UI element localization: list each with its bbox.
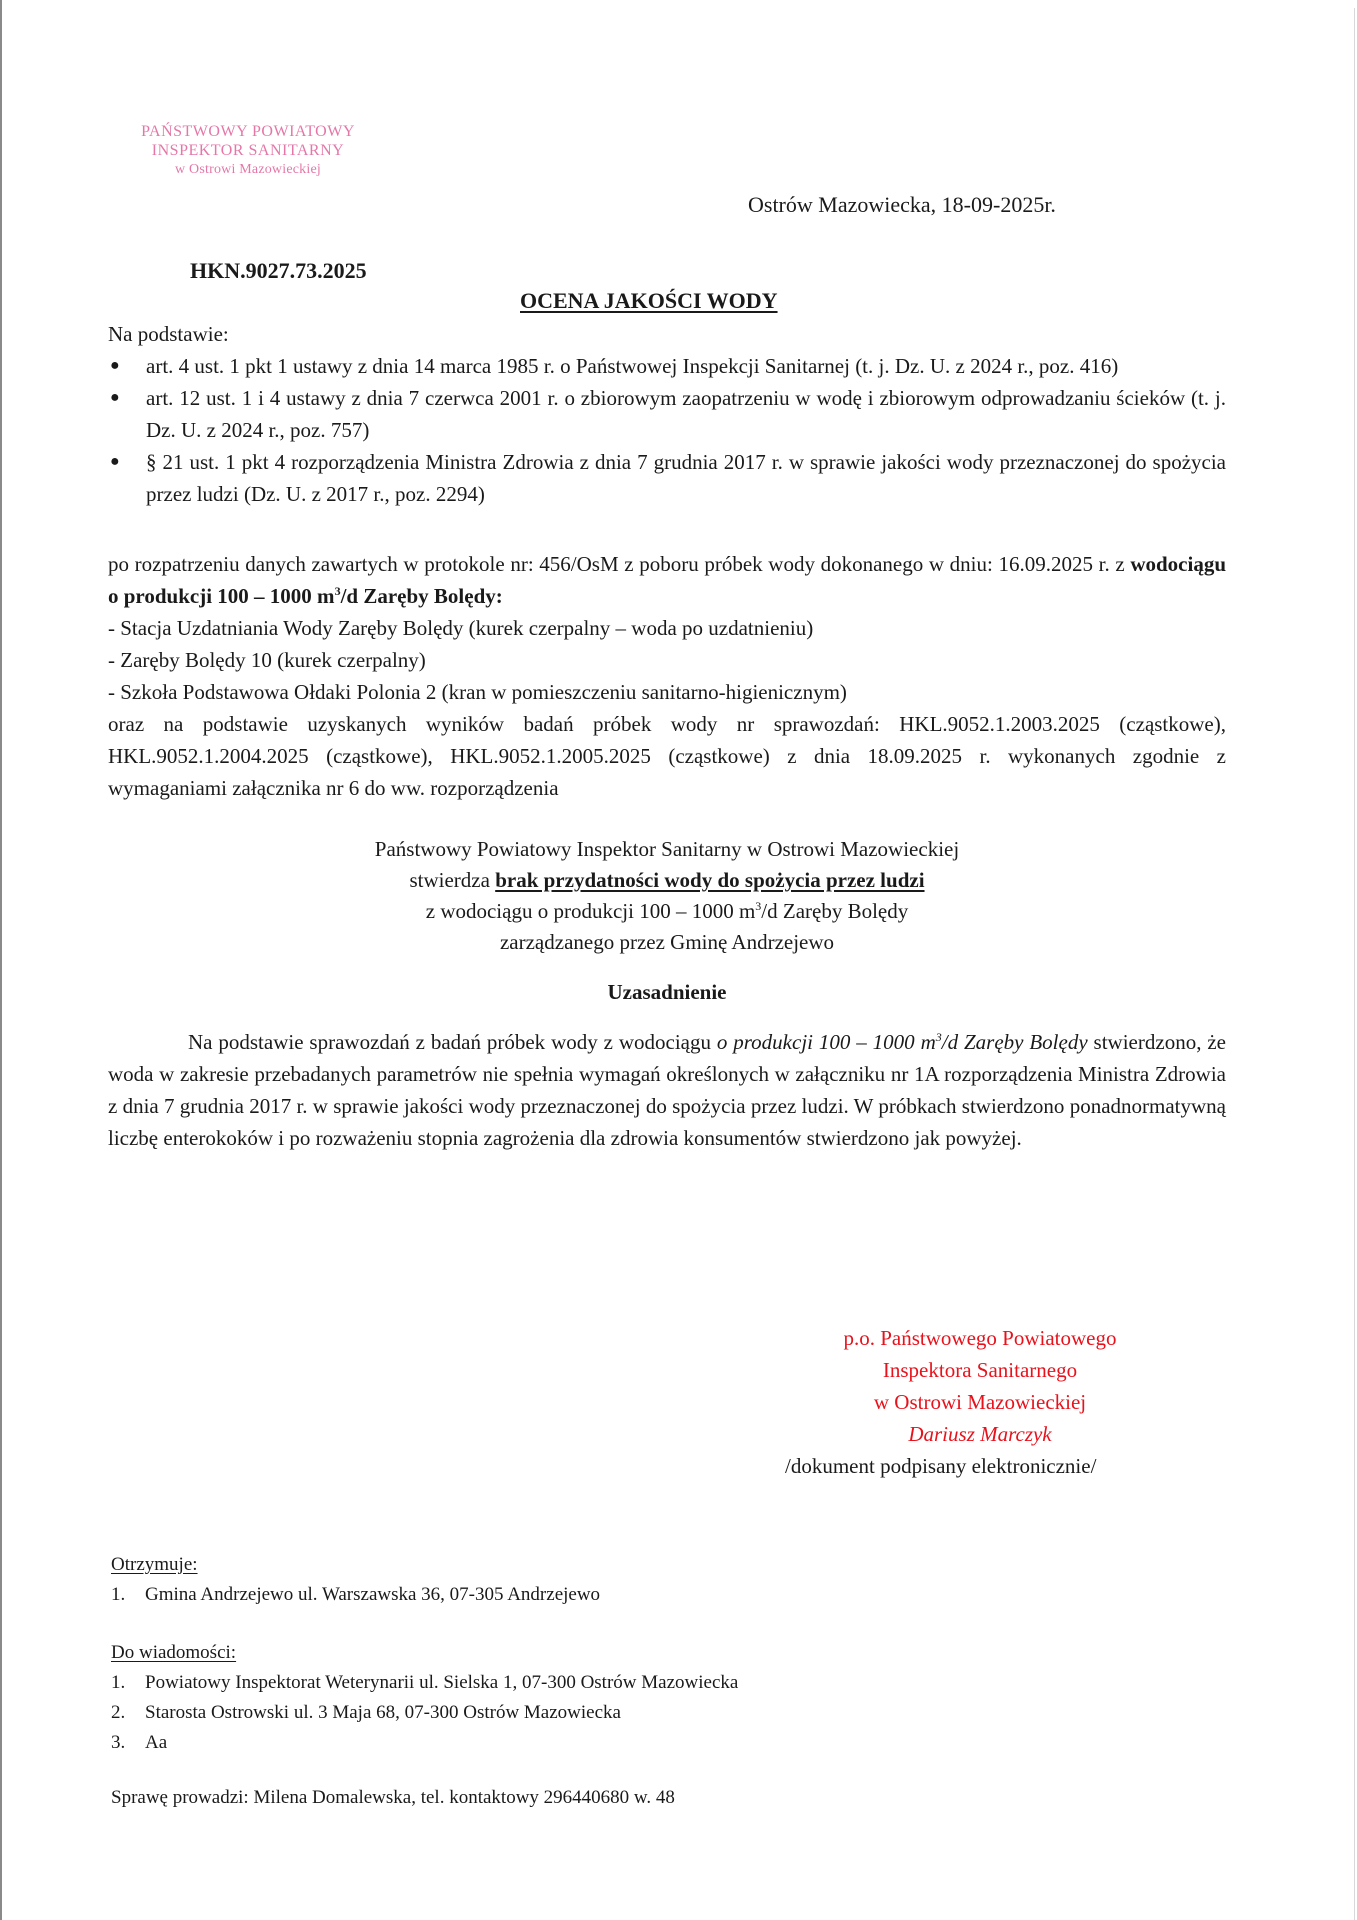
- signatory-title-3: w Ostrowi Mazowieckiej: [873, 1390, 1087, 1414]
- decision-block: [108, 834, 1226, 958]
- signatory-name: Dariusz Marczyk: [908, 1422, 1052, 1446]
- sampling-point: - Stacja Uzdatniania Wody Zaręby Bolędy (kurek czerpalny – woda po uzdatnieniu): [108, 616, 814, 640]
- cc-heading: Do wiadomości:: [111, 1642, 237, 1663]
- distribution-list: [111, 1550, 1111, 1758]
- scan-edge-right: [1354, 8, 1355, 1920]
- stamp-line-3: w Ostrowi Mazowieckiej: [175, 162, 321, 177]
- place-and-date: Ostrów Mazowiecka, 18-09-2025r.: [748, 192, 1056, 217]
- legal-basis-item: ● art. 12 ust. 1 i 4 ustawy z dnia 7 czerwca 2001 r. o zbiorowym zaopatrzeniu w wodę i zbiorowym odprowadzaniu ścieków (t. j. Dz. U. z 2024 r., poz. 757): [108, 382, 1226, 446]
- stamp-line-2: INSPEKTOR SANITARNY: [151, 142, 345, 159]
- recipient-item: 1. Gmina Andrzejewo ul. Warszawska 36, 07-305 Andrzejewo: [111, 1584, 601, 1605]
- bullet-icon: ●: [110, 453, 120, 470]
- signature-block: [780, 1322, 1180, 1482]
- document-title: OCENA JAKOŚCI WODY: [520, 288, 778, 313]
- legal-basis-item: ● § 21 ust. 1 pkt 4 rozporządzenia Ministra Zdrowia z dnia 7 grudnia 2017 r. w sprawie jakości wody przeznaczonej do spożycia przez ludzi (Dz. U. z 2017 r., poz. 2294): [108, 446, 1226, 510]
- basis-intro: Na podstawie:: [108, 322, 229, 346]
- bullet-icon: ●: [110, 389, 120, 406]
- decision-operator: zarządzanego przez Gminę Andrzejewo: [499, 930, 835, 954]
- decision-verdict: brak przydatności wody do spożycia przez ludzi: [495, 868, 925, 892]
- stamp-line-1: PAŃSTWOWY POWIATOWY: [141, 123, 355, 140]
- decision-authority: Państwowy Powiatowy Inspektor Sanitarny w Ostrowi Mazowieckiej: [374, 837, 960, 861]
- legal-basis-list: [108, 350, 1226, 510]
- findings-paragraph: po rozpatrzeniu danych zawartych w protokole nr: 456/OsM z poboru próbek wody dokonanego w dniu: 16.09.2025 r. z wodociągu o produkcji 100 – 1000 $m^3/d$ Zaręby Bolędy:: [108, 552, 1226, 608]
- water-supply-name: wodociągu o produkcji 100 – 1000 $m^3/d$ Zaręby Bolędy:: [108, 552, 1226, 608]
- justification-paragraph: Na podstawie sprawozdań z badań próbek wody z wodociągu o produkcji 100 – 1000 $m^3/d$ Zaręby Bolędy stwierdzono, że woda w zakresie przebadanych parametrów nie spełnia wymagań określonych w załączniku nr 1A rozporządzenia Ministra Zdrowia z dnia 7 grudnia 2017 r. w sprawie jakości wody przeznaczonej do spożycia przez ludzi. W próbkach stwierdzono ponadnormatywną liczbę enterokoków i po rozważeniu stopnia zagrożenia dla zdrowia konsumentów stwierdzono jak powyżej.: [108, 1030, 1226, 1150]
- bullet-icon: ●: [110, 357, 120, 374]
- cc-item: 1. Powiatowy Inspektorat Weterynarii ul. Sielska 1, 07-300 Ostrów Mazowiecka: [111, 1672, 739, 1693]
- sampling-point: - Szkoła Podstawowa Ołdaki Polonia 2 (kran w pomieszczeniu sanitarno-higienicznym): [108, 680, 847, 704]
- sampling-point: - Zaręby Bolędy 10 (kurek czerpalny): [108, 648, 426, 672]
- cc-item: 2. Starosta Ostrowski ul. 3 Maja 68, 07-300 Ostrów Mazowiecka: [111, 1702, 621, 1723]
- justification-heading: Uzasadnienie: [607, 980, 727, 1004]
- institution-stamp: [118, 122, 378, 179]
- case-handler: Sprawę prowadzi: Milena Domalewska, tel. kontaktowy 296440680 w. 48: [111, 1787, 675, 1808]
- cc-item: 3. Aa: [111, 1732, 168, 1753]
- reports-paragraph: oraz na podstawie uzyskanych wyników badań próbek wody nr sprawozdań: HKL.9052.1.2003.2025 (cząstkowe), HKL.9052.1.2004.2025 (cząstkowe), HKL.9052.1.2005.2025 (cząstkowe) z dnia 18.09.2025 r. wykonanych zgodnie z wymaganiami załącznika nr 6 do ww. rozporządzenia: [108, 712, 1226, 800]
- legal-basis-item: ● art. 4 ust. 1 pkt 1 ustawy z dnia 14 marca 1985 r. o Państwowej Inspekcji Sanitarnej (t. j. Dz. U. z 2024 r., poz. 416): [108, 350, 1226, 382]
- recipients-list: [111, 1580, 1111, 1610]
- document-body: [108, 318, 1226, 1154]
- signatory-title-1: p.o. Państwowego Powiatowego: [843, 1326, 1117, 1350]
- signatory-title-2: Inspektora Sanitarnego: [882, 1358, 1078, 1382]
- reference-number: HKN.9027.73.2025: [190, 258, 367, 283]
- recipients-heading: Otrzymuje:: [111, 1554, 198, 1575]
- decision-statement: stwierdza brak przydatności wody do spożycia przez ludzi: [409, 868, 925, 892]
- cc-list: [111, 1668, 1111, 1758]
- decision-water-supply: z wodociągu o produkcji 100 – 1000 $m^3/d$ Zaręby Bolędy: [425, 899, 909, 923]
- scan-edge-left: [0, 0, 2, 1920]
- electronic-signature-note: /dokument podpisany elektronicznie/: [785, 1454, 1097, 1478]
